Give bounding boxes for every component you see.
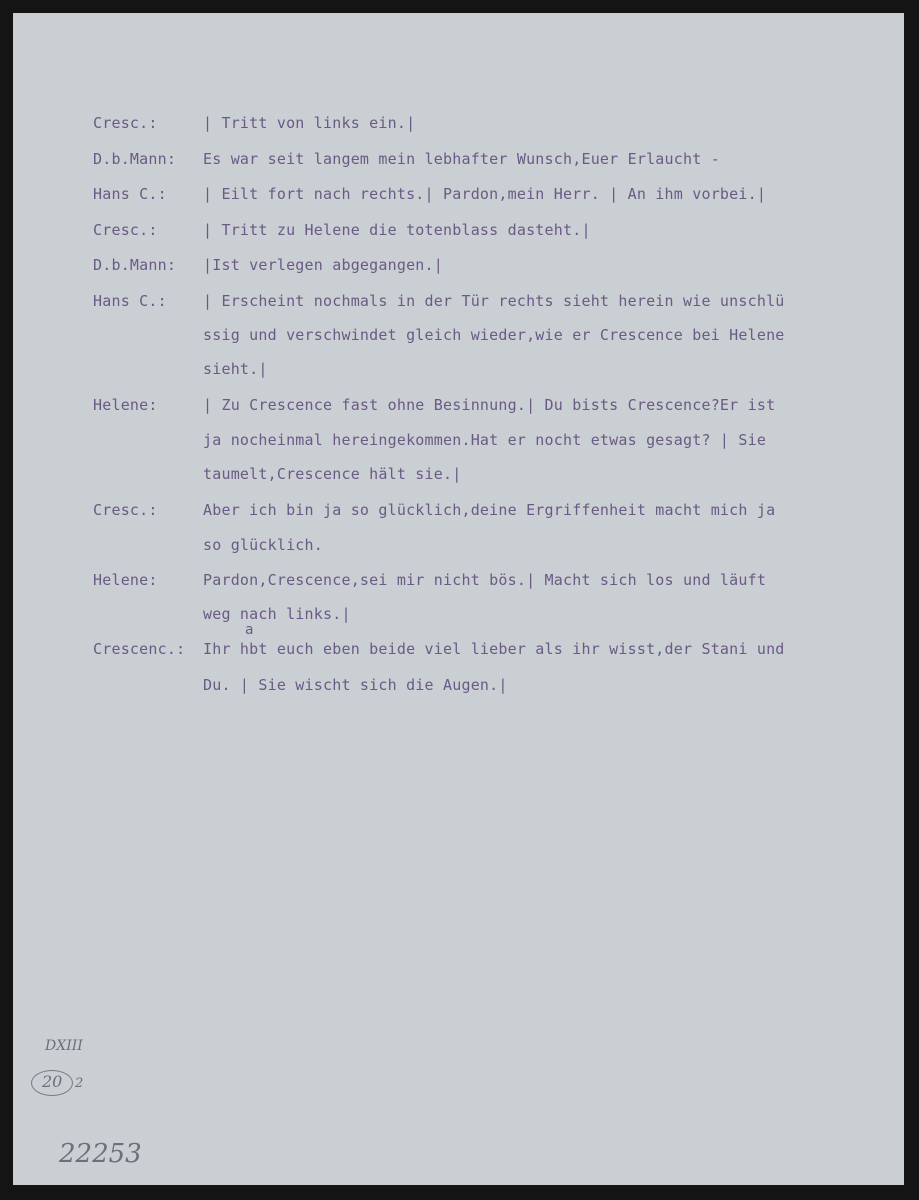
- script-line: | Zu Crescence fast ohne Besinnung.| Du bists Crescence?Er ist: [203, 396, 776, 414]
- folio-suffix: 2: [75, 1076, 84, 1091]
- archive-number: 22253: [59, 1139, 142, 1169]
- speaker-label: Helene:: [93, 396, 158, 414]
- script-line: | Erscheint nochmals in der Tür rechts sieht herein wie unschlü: [203, 292, 785, 310]
- script-line: weg nach links.|: [203, 605, 351, 623]
- folio-number: 20: [42, 1072, 63, 1091]
- speaker-label: Helene:: [93, 571, 158, 589]
- script-line: ssig und verschwindet gleich wieder,wie er Crescence bei Helene: [203, 326, 785, 344]
- speaker-label: Cresc.:: [93, 114, 158, 132]
- document-page: [13, 13, 904, 1185]
- script-line: |Ist verlegen abgegangen.|: [203, 256, 443, 274]
- speaker-label: D.b.Mann:: [93, 150, 177, 168]
- script-line: ja nocheinmal hereingekommen.Hat er nocht etwas gesagt? | Sie: [203, 431, 767, 449]
- script-line: sieht.|: [203, 360, 268, 378]
- script-line: Pardon,Crescence,sei mir nicht bös.| Macht sich los und läuft: [203, 571, 767, 589]
- script-line: | Tritt von links ein.|: [203, 114, 416, 132]
- roman-numeral-annotation: DXIII: [45, 1038, 83, 1054]
- script-line: Aber ich bin ja so glücklich,deine Ergriffenheit macht mich ja: [203, 501, 776, 519]
- script-line: Ihr hbt euch eben beide viel lieber als ihr wisst,der Stani und: [203, 640, 785, 658]
- speaker-label: Hans C.:: [93, 292, 167, 310]
- speaker-label: Cresc.:: [93, 221, 158, 239]
- script-line: Es war seit langem mein lebhafter Wunsch,Euer Erlaucht -: [203, 150, 720, 168]
- script-line: so glücklich.: [203, 536, 323, 554]
- script-line: taumelt,Crescence hält sie.|: [203, 465, 462, 483]
- typed-insertion: a: [245, 622, 254, 638]
- speaker-label: Hans C.:: [93, 185, 167, 203]
- speaker-label: Crescenc.:: [93, 640, 186, 658]
- speaker-label: D.b.Mann:: [93, 256, 177, 274]
- script-line: | Tritt zu Helene die totenblass dasteht.|: [203, 221, 591, 239]
- script-line: Du. | Sie wischt sich die Augen.|: [203, 676, 508, 694]
- script-line: | Eilt fort nach rechts.| Pardon,mein Herr. | An ihm vorbei.|: [203, 185, 767, 203]
- speaker-label: Cresc.:: [93, 501, 158, 519]
